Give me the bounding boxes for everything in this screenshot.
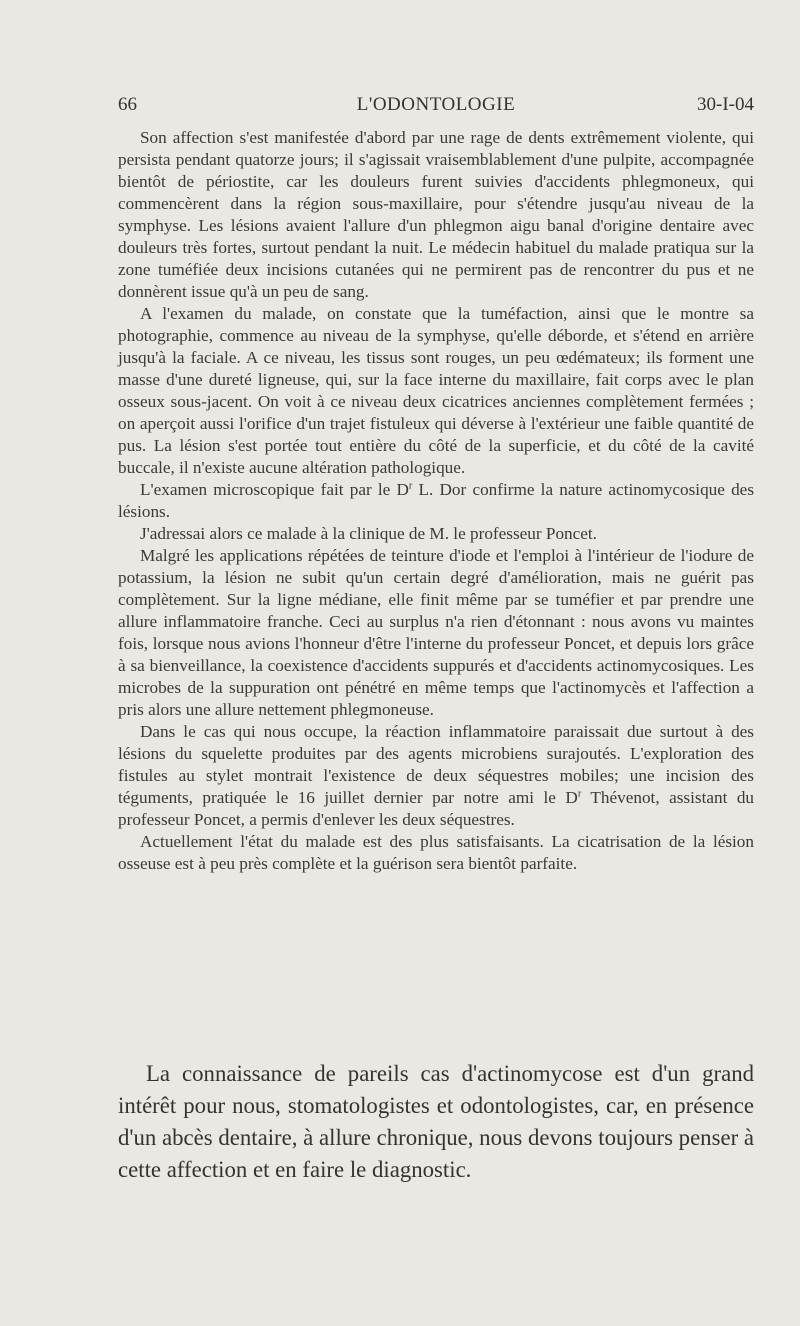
paragraph-3-text-b: L. Dor confirme la nature actinomycosique des lésions. bbox=[118, 480, 755, 521]
running-header bbox=[118, 94, 754, 122]
paragraph-6-text-a: Dans le cas qui nous occupe, la réaction inflammatoire paraissait due surtout à des lésions du squelette produites par des agents microbiens surajoutés. L'exploration des fistules au stylet montrait l'existence de deux séquestres mobiles; une incision des téguments, pratiquée le 16 juillet dernier par notre ami le D bbox=[118, 722, 754, 807]
paragraph-5: Malgré les applications répétées de teinture d'iode et l'emploi à l'intérieur de l'iodure de potassium, la lésion ne subit qu'un certain degré d'amélioration, mais ne guérit pas complètement. Sur la ligne médiane, elle finit même par se tuméfier et par prendre une allure inflammatoire franche. Ceci au surplus n'a rien d'étonnant : nous avons vu maintes fois, lorsque nous avions l'honneur d'être l'interne du professeur Poncet, et depuis lors grâce à sa bienveillance, la coexistence d'accidents suppurés et d'accidents actinomycosiques. Les microbes de la suppuration ont pénétré en même temps que l'actinomycès et l'affection a pris alors une allure nettement phlegmoneuse. bbox=[118, 546, 754, 719]
conclusion-paragraph: La connaissance de pareils cas d'actinomycose est d'un grand intérêt pour nous, stomatologistes et odontologistes, car, en présence d'un abcès dentaire, à allure chronique, nous devons toujours penser à cette affection et en faire le diagnostic. bbox=[118, 1061, 754, 1182]
paragraph-6-superscript: r bbox=[577, 788, 582, 800]
paragraph-6 bbox=[118, 721, 754, 831]
paragraph-3-superscript: r bbox=[408, 480, 413, 492]
page-number: 66 bbox=[118, 94, 137, 115]
paragraph-2: A l'examen du malade, on constate que la tuméfaction, ainsi que le montre sa photographie, commence au niveau de la symphyse, qu'elle déborde, et s'étend en arrière jusqu'à la faciale. A ce niveau, les tissus sont rouges, un peu œdémateux; ils forment une masse d'une dureté ligneuse, qui, sur la face interne du maxillaire, fait corps avec le plan osseux sous-jacent. On voit à ce niveau deux cicatrices anciennes complètement fermées ; on aperçoit aussi l'orifice d'un trajet fistuleux qui déverse à l'extérieur une faible quantité de pus. La lésion s'est portée tout entière du côté de la superficie, et du côté de la cavité buccale, il n'existe aucune altération pathologique. bbox=[118, 304, 754, 477]
journal-title: L'ODONTOLOGIE bbox=[356, 94, 516, 115]
conclusion-block bbox=[118, 1058, 754, 1186]
paragraph-3 bbox=[118, 479, 754, 523]
issue-date: 30-I-04 bbox=[697, 94, 754, 115]
paragraph-7: Actuellement l'état du malade est des plus satisfaisants. La cicatrisation de la lésion osseuse est à peu près complète et la guérison sera bientôt parfaite. bbox=[118, 832, 754, 873]
body-text bbox=[118, 127, 754, 875]
paragraph-1: Son affection s'est manifestée d'abord par une rage de dents extrêmement violente, qui persista pendant quatorze jours; il s'agissait vraisemblablement d'une pulpite, accompagnée bientôt de périostite, car les douleurs furent suivies d'accidents phlegmoneux, qui commencèrent dans la région sous-maxillaire, pour s'étendre jusqu'au niveau de la symphyse. Les lésions avaient l'allure d'un phlegmon aigu banal d'origine dentaire avec douleurs très fortes, surtout pendant la nuit. Le médecin habituel du malade pratiqua sur la zone tuméfiée deux incisions cutanées qui ne permirent pas de rencontrer du pus et ne donnèrent issue qu'à un peu de sang. bbox=[118, 128, 754, 301]
paragraph-4: J'adressai alors ce malade à la clinique de M. le professeur Poncet. bbox=[140, 524, 597, 543]
paragraph-6-text-b: Thévenot, assistant du professeur Poncet, a permis d'enlever les deux séquestres. bbox=[118, 788, 755, 829]
paragraph-3-text-a: L'examen microscopique fait par le D bbox=[140, 480, 409, 499]
